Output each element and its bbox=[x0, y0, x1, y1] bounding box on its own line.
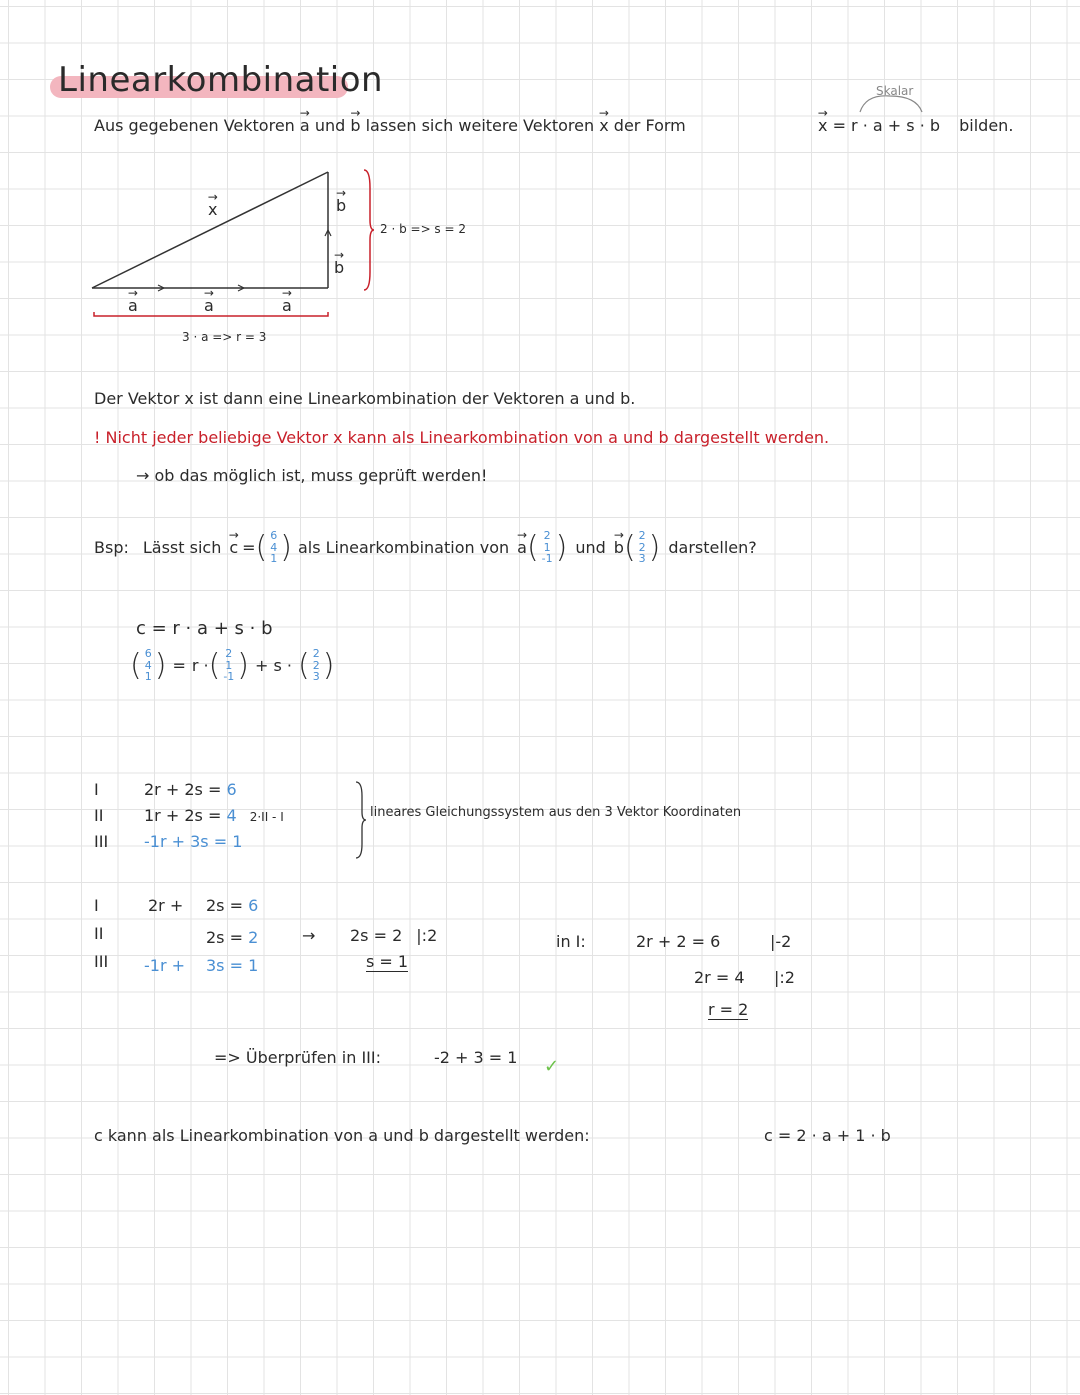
vector-a: → a bbox=[300, 116, 310, 135]
vector-b: → b bbox=[350, 116, 360, 135]
intro-bilden: bilden. bbox=[959, 116, 1014, 135]
system1-row-3: -1r + 3s = 1 bbox=[144, 832, 243, 851]
arrow-note: → ob das möglich ist, muss geprüft werden! bbox=[136, 466, 488, 485]
solve-s: 2s = 2 |:2 bbox=[350, 926, 438, 945]
skalar-bracket-icon bbox=[856, 92, 926, 114]
example-q1: Lässt sich bbox=[142, 538, 222, 557]
arrow-icon: → bbox=[302, 926, 316, 945]
warning-text: ! Nicht jeder beliebige Vektor x kann als Linearkombination von a und b dargestellt werden. bbox=[94, 428, 830, 447]
diagram-a-label-1: → a bbox=[128, 296, 138, 315]
diagram-a-label-2: → a bbox=[204, 296, 214, 315]
step2-op: |:2 bbox=[774, 968, 795, 987]
intro-line bbox=[94, 116, 686, 135]
diagram-b-label-2: → b bbox=[334, 258, 344, 277]
b-scaled-label: 2 · b => s = 2 bbox=[380, 222, 467, 236]
intro-und: und bbox=[314, 116, 346, 135]
diagram-a-label-3: → a bbox=[282, 296, 292, 315]
formula-x: → x bbox=[818, 116, 827, 135]
a-vector-column: 2 1 -1 bbox=[541, 529, 553, 566]
conclusion-result: c = 2 · a + 1 · b bbox=[764, 1126, 891, 1145]
step1: 2r + 2 = 6 bbox=[636, 932, 721, 951]
system1-brace-icon bbox=[352, 780, 368, 860]
check-calc: -2 + 3 = 1 bbox=[434, 1048, 518, 1067]
system1-row-1: 2r + 2s = 6 bbox=[144, 780, 237, 799]
example-a: → a bbox=[517, 538, 527, 557]
s-result: s = 1 bbox=[366, 952, 409, 971]
diagram-b-brace-icon bbox=[360, 168, 376, 292]
example-b: → b bbox=[614, 538, 624, 557]
example-prefix: Bsp: bbox=[94, 538, 129, 557]
system2-label-2: II bbox=[94, 924, 104, 943]
a-scaled-label: 3 · a => r = 3 bbox=[182, 330, 267, 344]
step2: 2r = 4 bbox=[694, 968, 745, 987]
system1-row-2: 1r + 2s = 4 2·II - I bbox=[144, 806, 284, 825]
in-I-label: in I: bbox=[556, 932, 586, 951]
system1-label-3: III bbox=[94, 832, 109, 851]
diagram-b-label-1: → b bbox=[336, 196, 346, 215]
intro-text: Aus gegebenen Vektoren bbox=[94, 116, 295, 135]
skalar-label: Skalar bbox=[876, 84, 914, 98]
system1-label-1: I bbox=[94, 780, 99, 799]
page-title: Linearkombination bbox=[58, 60, 384, 100]
example-q2: als Linearkombination von bbox=[297, 538, 510, 557]
checkmark-icon: ✓ bbox=[544, 1056, 560, 1077]
system2-row-3-rhs: 3s = 1 bbox=[206, 956, 259, 975]
system1-brace-note: lineares Gleichungssystem aus den 3 Vektor Koordinaten bbox=[370, 805, 742, 820]
example-und: und bbox=[575, 538, 606, 557]
r-result: r = 2 bbox=[708, 1000, 749, 1019]
setup-line2: ( 6 4 1 ) = r · ( 2 1 -1 ) + s · ( 2 2 3 ) bbox=[130, 647, 335, 684]
system1-label-2: II bbox=[94, 806, 104, 825]
example-q3: darstellen? bbox=[668, 538, 757, 557]
example-question: Bsp: Lässt sich → c = ( 6 4 1 ) als Linearkombination von → a ( 2 1 -1 ) und → b ( 2 2 3 ) darstellen? bbox=[94, 530, 757, 565]
intro-text3: der Form bbox=[613, 116, 686, 135]
system2-label-1: I bbox=[94, 896, 99, 915]
intro-text2: lassen sich weitere Vektoren bbox=[365, 116, 595, 135]
diagram-x-label: → x bbox=[208, 200, 217, 219]
system2-label-3: III bbox=[94, 952, 109, 971]
system2-row-1-lhs: 2r + bbox=[148, 896, 184, 915]
b-vector-column: 2 2 3 bbox=[638, 529, 646, 566]
intro-formula bbox=[818, 116, 1013, 135]
system2-row-3-lhs: -1r + bbox=[144, 956, 186, 975]
formula-eq: = r · a + s · b bbox=[832, 116, 941, 135]
conclusion-text: c kann als Linearkombination von a und b dargestellt werden: bbox=[94, 1126, 590, 1145]
example-c: → c bbox=[229, 538, 238, 557]
check-label: => Überprüfen in III: bbox=[214, 1048, 381, 1067]
example-eq: = bbox=[242, 538, 256, 557]
vector-x: → x bbox=[599, 116, 608, 135]
system2-row-1-rhs: 2s = 6 bbox=[206, 896, 259, 915]
setup-line1: c = r · a + s · b bbox=[136, 618, 273, 639]
step1-op: |-2 bbox=[770, 932, 792, 951]
system2-row-2-rhs: 2s = 2 bbox=[206, 928, 259, 947]
definition-text: Der Vektor x ist dann eine Linearkombination der Vektoren a und b. bbox=[94, 389, 636, 408]
c-vector-column: 6 4 1 bbox=[270, 529, 278, 566]
